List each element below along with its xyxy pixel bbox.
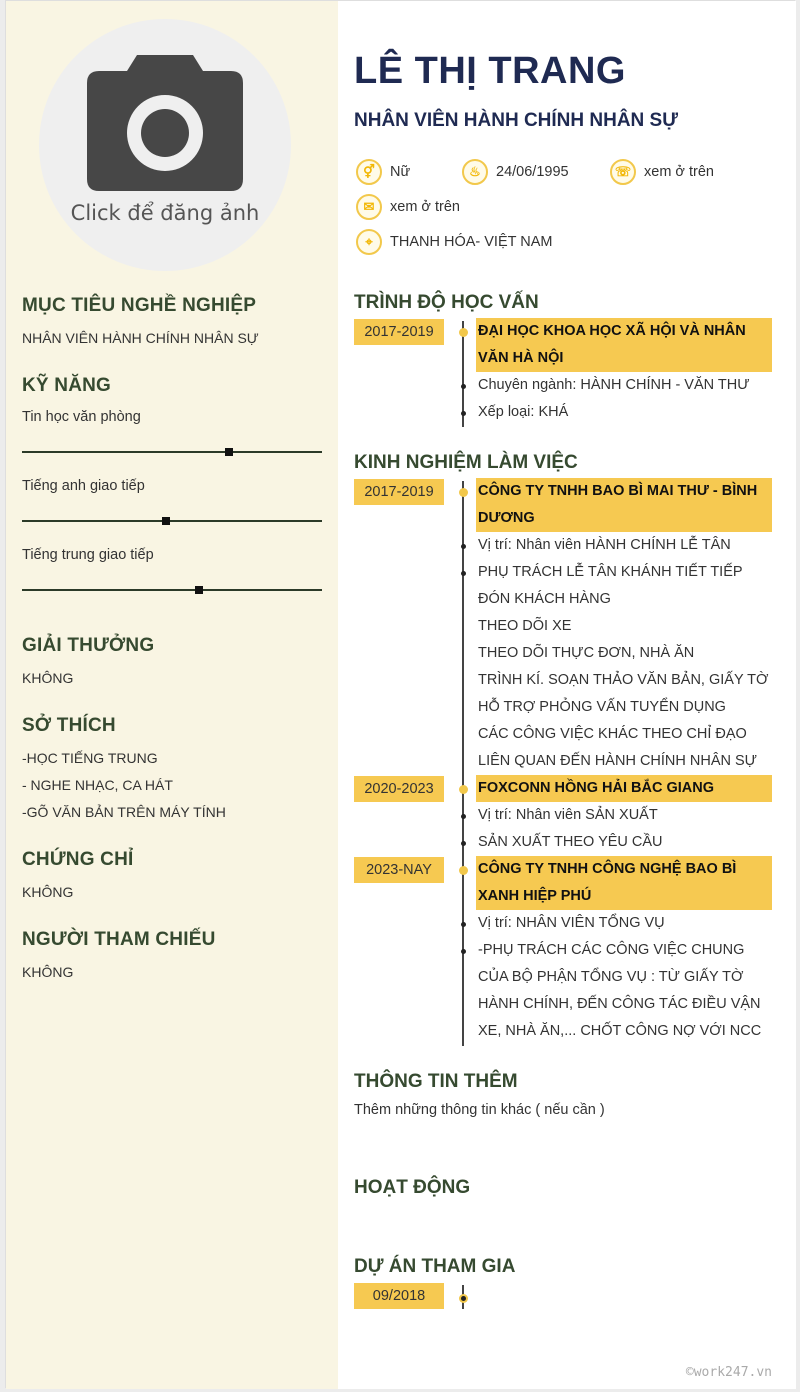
job-duty: TRÌNH KÍ. SOẠN THẢO VĂN BẢN, GIẤY TỜ — [478, 672, 769, 688]
certificates-title: CHỨNG CHỈ — [22, 849, 134, 870]
gender-icon: ⚥ — [356, 159, 382, 185]
bullet-dot — [461, 411, 466, 416]
objective-text: NHÂN VIÊN HÀNH CHÍNH NHÂN SỰ — [22, 330, 259, 346]
phone-info — [610, 158, 714, 186]
company-name: CÔNG TY TNHH BAO BÌ MAI THƯ - BÌNH DƯƠNG — [476, 478, 772, 532]
phone-icon: ☏ — [610, 159, 636, 185]
bullet-dot — [461, 841, 466, 846]
map-icon: ⌖ — [356, 229, 382, 255]
cv-page — [5, 0, 795, 1388]
job-duty: HỖ TRỢ PHỎNG VẤN TUYỂN DỤNG — [478, 699, 726, 715]
avatar-upload[interactable] — [39, 19, 291, 271]
gender-value: Nữ — [390, 164, 411, 180]
upload-photo-label: Click để đăng ảnh — [70, 201, 260, 225]
birthday-value: 24/06/1995 — [496, 164, 569, 180]
skill-level-handle[interactable] — [225, 448, 233, 456]
skill-label: Tiếng trung giao tiếp — [22, 547, 154, 563]
awards-title: GIẢI THƯỞNG — [22, 635, 155, 656]
job-date: 2017-2019 — [354, 479, 444, 505]
references-text: KHÔNG — [22, 964, 74, 980]
birthday-cake-icon: ♨ — [462, 159, 488, 185]
candidate-name: LÊ THỊ TRANG — [354, 50, 626, 92]
objective-title: MỤC TIÊU NGHỀ NGHIỆP — [22, 295, 257, 316]
timeline-dot — [459, 785, 468, 794]
education-major: Chuyên ngành: HÀNH CHÍNH - VĂN THƯ — [478, 377, 750, 393]
extra-info-title: THÔNG TIN THÊM — [354, 1071, 518, 1092]
gender-info — [356, 158, 410, 186]
timeline-dot — [459, 866, 468, 875]
extra-info-text: Thêm những thông tin khác ( nếu cần ) — [354, 1102, 605, 1118]
job-title: NHÂN VIÊN HÀNH CHÍNH NHÂN SỰ — [354, 110, 678, 131]
email-value: xem ở trên — [390, 199, 460, 215]
address-info — [356, 228, 552, 256]
skill-bar[interactable] — [22, 589, 322, 591]
hobbies-title: SỞ THÍCH — [22, 715, 116, 736]
birthday-info — [462, 158, 569, 186]
job-date: 2023-NAY — [354, 857, 444, 883]
skill-level-handle[interactable] — [195, 586, 203, 594]
hobby-item: -HỌC TIẾNG TRUNG — [22, 750, 158, 766]
main-content — [338, 1, 796, 1389]
bullet-dot — [461, 571, 466, 576]
sidebar — [6, 1, 338, 1389]
skills-title: KỸ NĂNG — [22, 375, 112, 396]
job-duty: THEO DÕI THỰC ĐƠN, NHÀ ĂN — [478, 645, 695, 661]
watermark: ©work247.vn — [685, 1365, 772, 1380]
project-date: 09/2018 — [354, 1283, 444, 1309]
bullet-dot — [461, 814, 466, 819]
address-value: THANH HÓA- VIỆT NAM — [390, 234, 553, 250]
skill-bar[interactable] — [22, 520, 322, 522]
activities-title: HOẠT ĐỘNG — [354, 1177, 471, 1198]
job-duty: THEO DÕI XE — [478, 618, 572, 634]
hobby-item: -GÕ VĂN BẢN TRÊN MÁY TÍNH — [22, 804, 226, 820]
job-duty: PHỤ TRÁCH LỄ TÂN KHÁNH TIẾT TIẾP ĐÓN KHÁCH HÀNG — [478, 564, 743, 607]
education-grade: Xếp loại: KHÁ — [478, 404, 569, 420]
education-title: TRÌNH ĐỘ HỌC VẤN — [354, 292, 539, 313]
bullet-dot — [461, 544, 466, 549]
timeline-line — [462, 481, 464, 1046]
timeline-dot — [459, 328, 468, 337]
bullet-dot — [461, 1296, 466, 1301]
company-name: CÔNG TY TNHH CÔNG NGHỆ BAO BÌ XANH HIỆP PHÚ — [476, 856, 772, 910]
job-position: Vị trí: Nhân viên SẢN XUẤT — [478, 807, 658, 823]
job-position: Vị trí: Nhân viên HÀNH CHÍNH LỄ TÂN — [478, 537, 731, 553]
school-name: ĐẠI HỌC KHOA HỌC XÃ HỘI VÀ NHÂN VĂN HÀ NỘI — [476, 318, 772, 372]
references-title: NGƯỜI THAM CHIẾU — [22, 929, 216, 950]
camera-icon — [87, 55, 243, 191]
skill-label: Tin học văn phòng — [22, 409, 141, 425]
email-info — [356, 193, 460, 221]
awards-text: KHÔNG — [22, 670, 74, 686]
hobby-item: - NGHE NHẠC, CA HÁT — [22, 777, 173, 793]
projects-title: DỰ ÁN THAM GIA — [354, 1256, 516, 1277]
job-duty: SẢN XUẤT THEO YÊU CẦU — [478, 834, 663, 850]
skill-bar[interactable] — [22, 451, 322, 453]
company-name: FOXCONN HỒNG HẢI BẮC GIANG — [476, 775, 772, 802]
job-duty: CÁC CÔNG VIỆC KHÁC THEO CHỈ ĐẠO LIÊN QUAN ĐẾN HÀNH CHÍNH NHÂN SỰ — [478, 726, 758, 769]
phone-value: xem ở trên — [644, 164, 714, 180]
certificates-text: KHÔNG — [22, 884, 74, 900]
education-date: 2017-2019 — [354, 319, 444, 345]
skill-label: Tiếng anh giao tiếp — [22, 478, 145, 494]
skill-level-handle[interactable] — [162, 517, 170, 525]
email-icon: ✉ — [356, 194, 382, 220]
job-date: 2020-2023 — [354, 776, 444, 802]
bullet-dot — [461, 922, 466, 927]
bullet-dot — [461, 949, 466, 954]
job-duty: -PHỤ TRÁCH CÁC CÔNG VIỆC CHUNG CỦA BỘ PHẬN TỔNG VỤ : TỪ GIẤY TỜ HÀNH CHÍNH, ĐẾN CÔNG TÁC ĐIỀU VẬN XE, NHÀ ĂN,... CHỐT CÔNG NỢ VỚI NCC — [478, 942, 762, 1039]
experience-title: KINH NGHIỆM LÀM VIỆC — [354, 452, 578, 473]
bullet-dot — [461, 384, 466, 389]
timeline-dot — [459, 488, 468, 497]
job-position: Vị trí: NHÂN VIÊN TỔNG VỤ — [478, 915, 665, 931]
